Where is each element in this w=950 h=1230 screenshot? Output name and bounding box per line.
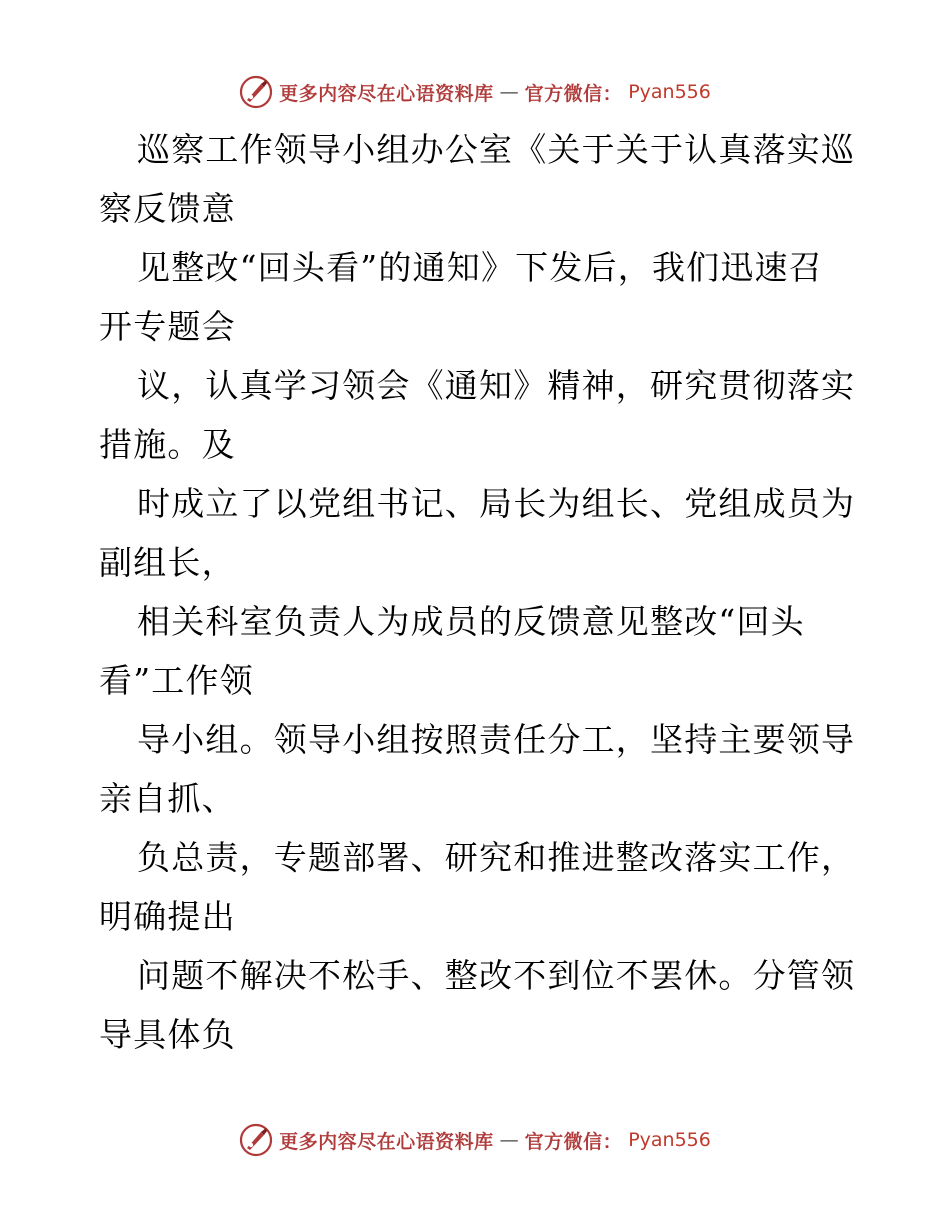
text-line: 负总责，专题部署、研究和推进整改落实工作，: [137, 838, 856, 877]
text-line: 亲自抓、: [99, 779, 236, 818]
text-line: 看”工作领: [99, 661, 254, 700]
banner-site-text: 更多内容尽在心语资料库: [279, 1130, 494, 1153]
quill-pen-circle-icon: [239, 1123, 273, 1157]
text-line: 巡察工作领导小组办公室《关于关于认真落实巡: [137, 130, 856, 169]
footer-banner: [0, 1120, 950, 1160]
text-line: 见整改“回头看”的通知》下发后，我们迅速召: [137, 248, 823, 287]
header-banner: [0, 72, 950, 112]
document-body: [99, 120, 859, 1064]
text-line: 问题不解决不松手、整改不到位不罢休。分管领: [137, 956, 856, 995]
banner-separator: —: [499, 1129, 519, 1151]
banner-contact-label: 官方微信：: [524, 1130, 623, 1153]
text-line: 副组长，: [99, 543, 236, 582]
banner-contact-id: Pyan556: [628, 81, 711, 103]
banner-site-text: 更多内容尽在心语资料库: [279, 82, 494, 105]
text-line: 导小组。领导小组按照责任分工，坚持主要领导: [137, 720, 856, 759]
banner-separator: —: [499, 81, 519, 103]
banner-contact-label: 官方微信：: [524, 82, 623, 105]
text-line: 时成立了以党组书记、局长为组长、党组成员为: [137, 484, 856, 523]
banner-contact-id: Pyan556: [628, 1129, 711, 1151]
text-line: 导具体负: [99, 1015, 236, 1054]
quill-pen-circle-icon: [239, 75, 273, 109]
text-line: 开专题会: [99, 307, 236, 346]
text-line: 措施。及: [99, 425, 236, 464]
footer-banner-content: [239, 1123, 711, 1157]
header-banner-content: [239, 75, 711, 109]
text-line: 明确提出: [99, 897, 236, 936]
text-line: 相关科室负责人为成员的反馈意见整改“回头: [137, 602, 805, 641]
text-line: 察反馈意: [99, 189, 236, 228]
text-line: 议，认真学习领会《通知》精神，研究贯彻落实: [137, 366, 856, 405]
